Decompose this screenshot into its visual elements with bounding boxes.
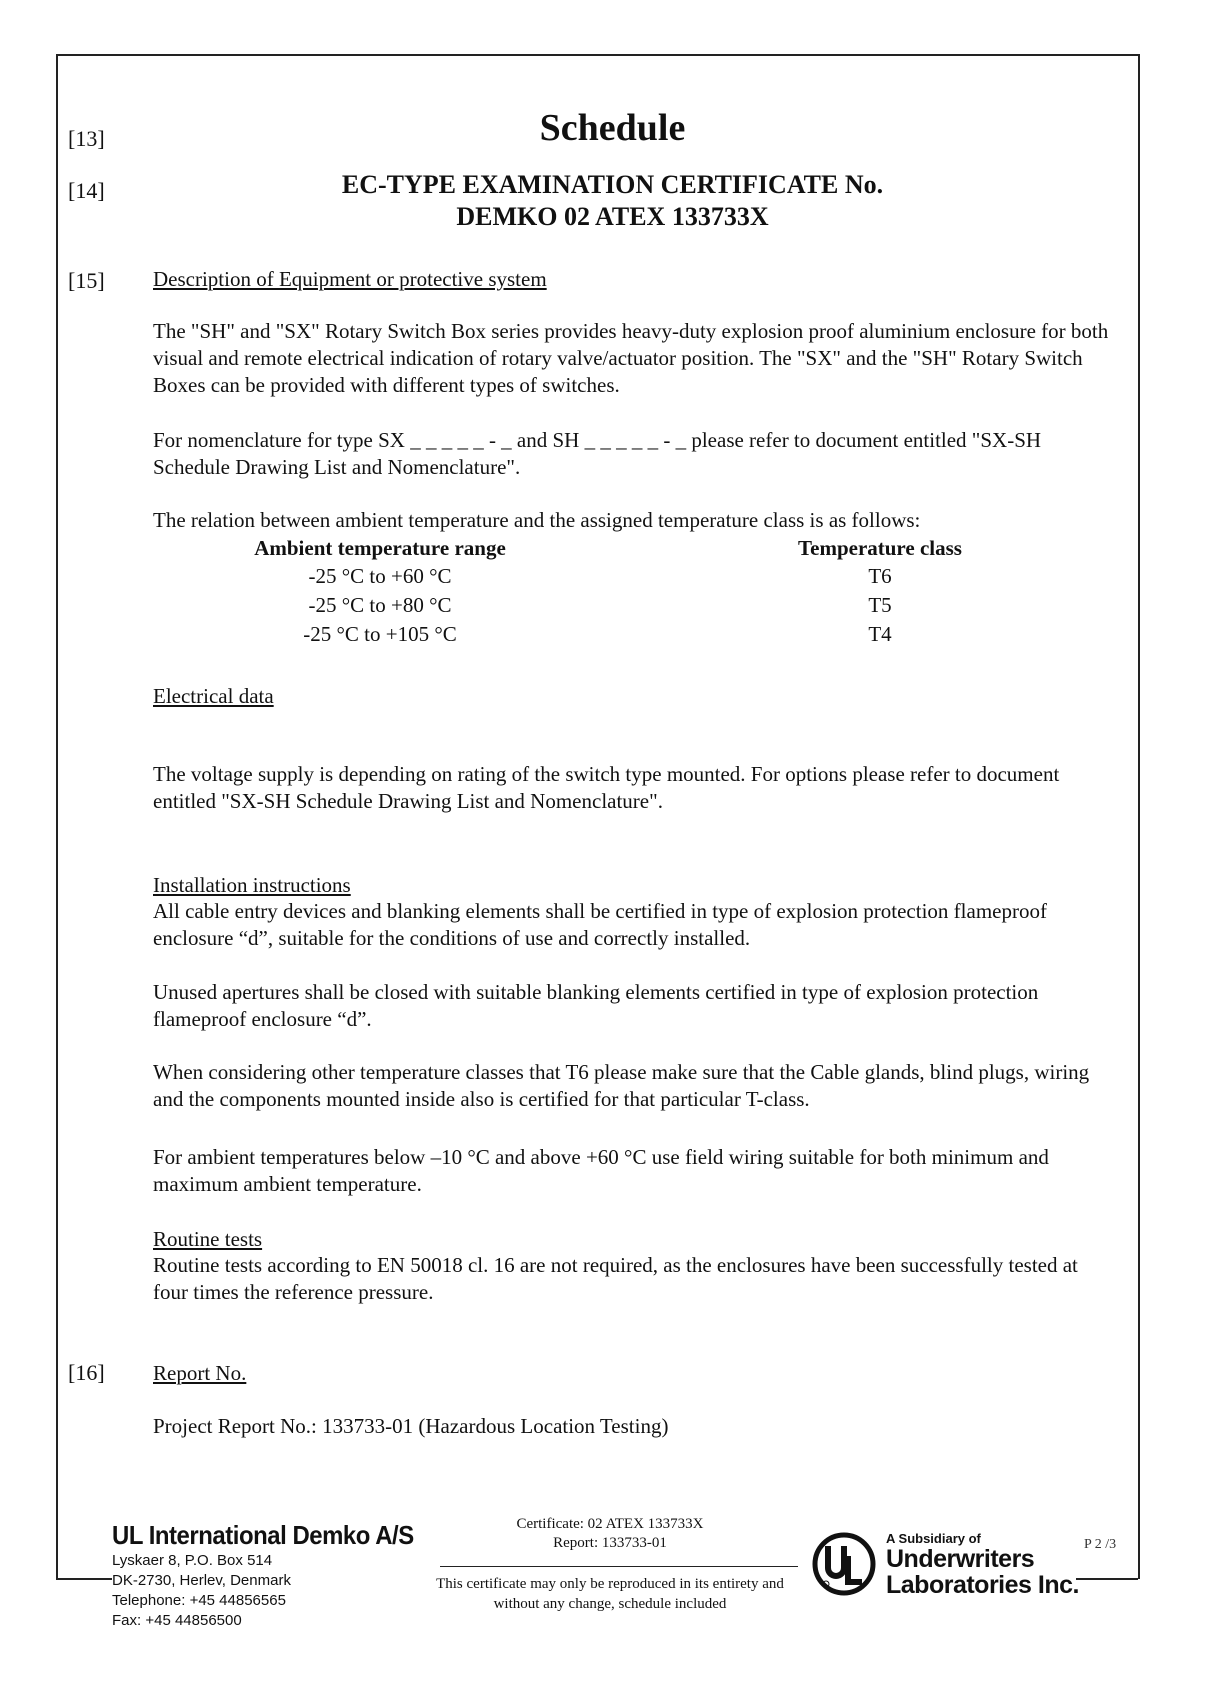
table-cell-class: T6: [868, 564, 892, 588]
company-address-line: DK-2730, Herlev, Denmark: [112, 1572, 291, 1589]
report-heading: Report No.: [153, 1361, 247, 1385]
table-header-ambient: Ambient temperature range: [254, 535, 506, 560]
table-cell-class: T5: [868, 593, 892, 617]
table-cell-range: -25 °C to +105 °C: [303, 622, 457, 646]
section-heading-description: Description of Equipment or protective system: [153, 267, 547, 291]
table-header-class: Temperature class: [798, 535, 962, 560]
table-cell-class: T4: [868, 622, 892, 646]
table-row: [225, 591, 995, 620]
footer-divider: [440, 1566, 798, 1567]
certificate-ref: Certificate: 02 ATEX 133733X: [516, 1516, 704, 1532]
installation-paragraph-1: All cable entry devices and blanking elements shall be certified in type of explosion protection flameproof enclosure “d”, suitable for the conditions of use and correctly installed.: [153, 899, 1047, 950]
ul-subsidiary-label: A Subsidiary of: [886, 1531, 981, 1546]
temperature-relation-text: The relation between ambient temperature and the assigned temperature class is as follows:: [153, 508, 921, 532]
company-name: UL International Demko A/S: [112, 1520, 414, 1550]
company-address-line: Telephone: +45 44856565: [112, 1592, 286, 1609]
border-tick-left: [56, 1578, 112, 1580]
page-title: Schedule: [539, 107, 686, 149]
electrical-data-text: The voltage supply is depending on rating of the switch type mounted. For options please refer to document entitled "SX-SH Schedule Drawing List and Nomenclature".: [153, 762, 1060, 813]
company-block: [112, 1520, 440, 1631]
project-report-text: Project Report No.: 133733-01 (Hazardous Location Testing): [153, 1414, 669, 1438]
installation-paragraph-2: Unused apertures shall be closed with suitable blanking elements certified in type of explosion protection flameproof enclosure “d”.: [153, 980, 1039, 1031]
company-address-line: Lyskaer 8, P.O. Box 514: [112, 1552, 273, 1569]
border-tick-right: [1076, 1578, 1138, 1580]
marker-14: [14]: [68, 178, 105, 203]
company-address-line: Fax: +45 44856500: [112, 1612, 242, 1629]
table-cell-range: -25 °C to +80 °C: [308, 593, 452, 617]
reproduction-note: This certificate may only be reproduced in its entirety and without any change, schedule included: [436, 1576, 784, 1612]
marker-16: [16]: [68, 1360, 105, 1385]
description-paragraph: The "SH" and "SX" Rotary Switch Box series provides heavy-duty explosion proof aluminium enclosure for both visual and remote electrical indication of rotary valve/actuator position. The "SX" and the "SH" Rotary Switch Boxes can be provided with different types of switches.: [153, 319, 1109, 397]
table-row: [225, 620, 995, 649]
ul-name-line1: Underwriters: [886, 1545, 1035, 1573]
nomenclature-paragraph: For nomenclature for type SX _ _ _ _ _ - _ and SH _ _ _ _ _ - _ please refer to document entitled "SX-SH Schedule Drawing List and Nomenclature".: [153, 428, 1042, 479]
routine-tests-text: Routine tests according to EN 50018 cl. 16 are not required, as the enclosures have been successfully tested at four times the reference pressure.: [153, 1253, 1078, 1304]
certificate-title: EC-TYPE EXAMINATION CERTIFICATE No.: [341, 170, 884, 199]
table-header-row: [225, 534, 995, 562]
ul-subsidiary-block: [886, 1531, 1079, 1598]
ul-name-line2: Laboratories Inc.: [886, 1571, 1079, 1599]
installation-paragraph-4: For ambient temperatures below –10 °C and above +60 °C use field wiring suitable for both minimum and maximum ambient temperature.: [153, 1145, 1049, 1196]
table-cell-range: -25 °C to +60 °C: [308, 564, 452, 588]
ul-logo-icon: [812, 1532, 876, 1596]
installation-paragraph-3: When considering other temperature classes that T6 please make sure that the Cable glands, blind plugs, wiring and the components mounted inside also is certified for that particular T-class.: [153, 1060, 1090, 1111]
routine-tests-heading: Routine tests: [153, 1227, 263, 1251]
temperature-table: [225, 534, 995, 649]
certificate-number: DEMKO 02 ATEX 133733X: [456, 202, 769, 231]
marker-13: [13]: [68, 126, 105, 151]
page-number: P 2 /3: [1084, 1537, 1117, 1552]
certificate-ref-block: [420, 1515, 800, 1553]
report-ref: Report: 133733-01: [553, 1535, 667, 1551]
installation-heading: Installation instructions: [153, 873, 351, 897]
table-row: [225, 562, 995, 591]
marker-15: [15]: [68, 268, 105, 293]
electrical-data-heading: Electrical data: [153, 684, 274, 708]
